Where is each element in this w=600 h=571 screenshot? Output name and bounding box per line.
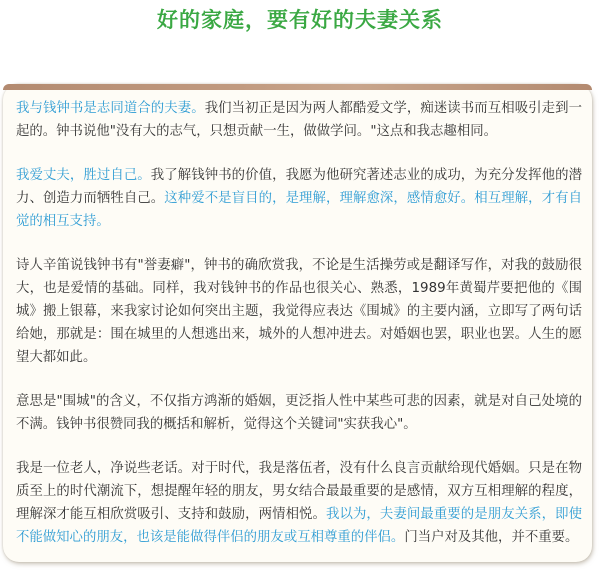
paragraph-2 bbox=[16, 164, 582, 233]
paragraph-text: 我们当初正是因为两人都酷爱文学，痴迷读书而互相吸引走到一起的。钟书说他"没有大的志气，只想贡献一生，做做学问。"这点和我志趣相同。 bbox=[16, 101, 583, 139]
page-title: 好的家庭，要有好的夫妻关系 bbox=[157, 8, 443, 32]
paragraph-3 bbox=[16, 254, 582, 369]
article-card bbox=[3, 84, 592, 562]
card-top-border bbox=[3, 84, 592, 90]
highlight-text: 我爱丈夫，胜过自己。 bbox=[16, 168, 151, 183]
paragraph-text: 我了解钱钟书的价值，我愿为他研究著述志业的成功，为充分发挥他的潜力、创造力而牺牲自己。 bbox=[16, 168, 583, 206]
paragraph-5 bbox=[16, 457, 582, 549]
paragraph-text: 意思是"围城"的含义，不仅指方鸿渐的婚姻，更泛指人性中某些可悲的因素，就是对自己处境的不满。钱钟书很赞同我的概括和解析，觉得这个关键词"实获我心"。 bbox=[16, 394, 582, 432]
paragraph-1 bbox=[16, 97, 582, 143]
paragraph-4 bbox=[16, 390, 582, 436]
highlight-text: 这种爱不是盲目的，是理解，理解愈深，感情愈好。相互理解，才有自觉的相互支持。 bbox=[16, 191, 583, 229]
paragraph-text: 诗人辛笛说钱钟书有"誉妻癖"，钟书的确欣赏我，不论是生活操劳或是翻译写作，对我的鼓励很大，也是爱情的基础。同样，我对钱钟书的作品也很关心、熟悉，1989年黄蜀芹要把他的《围城》搬上银幕，来我家讨论如何突出主题，我觉得应表达《围城》的主要内涵，立即写了两句话给她，那就是：围在城里的人想逃出来，城外的人想冲进去。对婚姻也罢，职业也罢。人生的愿望大都如此。 bbox=[16, 258, 582, 365]
paragraph-text: 门当户对及其他，并不重要。 bbox=[404, 530, 579, 545]
paragraph-text: 我是一位老人，净说些老话。对于时代，我是落伍者，没有什么良言贡献给现代婚姻。只是在物质至上的时代潮流下，想提醒年轻的朋友，男女结合最最重要的是感情，双方互相理解的程度，理解深才能互相欣赏吸引、支持和鼓励，两情相悦。 bbox=[16, 461, 582, 522]
highlight-text: 我以为，夫妻间最重要的是朋友关系，即使不能做知心的朋友，也该是能做得伴侣的朋友或互相尊重的伴侣。 bbox=[16, 507, 582, 545]
highlight-text: 我与钱钟书是志同道合的夫妻。 bbox=[16, 101, 205, 116]
article-body bbox=[16, 97, 582, 570]
